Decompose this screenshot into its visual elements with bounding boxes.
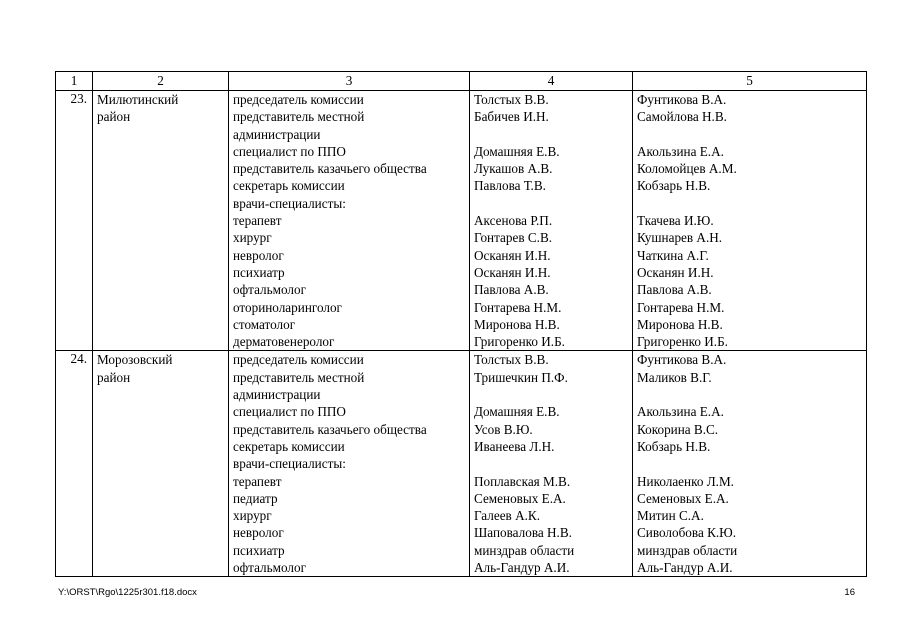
cell-line: председатель комиссии: [233, 352, 364, 368]
cell-line: офтальмолог: [233, 560, 306, 576]
cell-line: невролог: [233, 247, 284, 263]
cell-line: [474, 195, 628, 212]
header-col-5: 5: [633, 72, 867, 91]
cell-line: Коломойцев А.М.: [637, 161, 737, 177]
cell-line: Сиволобова К.Ю.: [637, 525, 737, 541]
cell-line: Лукашов А.В.: [474, 161, 553, 177]
cell-line: председатель комиссии: [233, 92, 364, 107]
cell-line: Осканян И.Н.: [637, 264, 714, 280]
members-cell: [470, 351, 633, 577]
header-col-4: 4: [470, 72, 633, 91]
roles-cell: [229, 351, 470, 577]
cell-line: секретарь комиссии: [233, 438, 345, 454]
cell-line: терапевт: [233, 213, 282, 229]
cell-line: Кобзарь Н.В.: [637, 438, 711, 454]
cell-line: терапевт: [233, 473, 282, 489]
cell-line: врачи-специалисты:: [233, 195, 346, 211]
cell-line: Митин С.А.: [637, 508, 704, 524]
cell-line: Аль-Гандур А.И.: [474, 560, 570, 576]
cell-line: Самойлова Н.В.: [637, 109, 727, 125]
cell-line: администрации: [233, 126, 321, 142]
cell-line: Аксенова Р.П.: [474, 213, 553, 229]
cell-line: стоматолог: [233, 316, 296, 332]
cell-line: Маликов В.Г.: [637, 369, 712, 385]
row-number: 23.: [56, 91, 93, 351]
header-col-3: 3: [229, 72, 470, 91]
header-col-2: 2: [93, 72, 229, 91]
cell-line: хирург: [233, 508, 272, 524]
footer-file-path: Y:\ORST\Rgo\1225r301.f18.docx: [58, 587, 197, 598]
cell-line: Тришечкин П.Ф.: [474, 369, 568, 385]
cell-line: [474, 455, 628, 472]
cell-line: [637, 455, 862, 472]
cell-line: психиатр: [233, 542, 285, 558]
cell-line: Акользина Е.А.: [637, 404, 724, 420]
cell-line: район: [97, 109, 131, 125]
cell-line: оториноларинголог: [233, 299, 342, 315]
cell-line: представитель казачьего общества: [233, 421, 427, 437]
cell-line: Аль-Гандур А.И.: [637, 560, 733, 576]
cell-line: представитель местной: [233, 369, 365, 385]
cell-line: Ткачева И.Ю.: [637, 213, 714, 229]
cell-line: Поплавская М.В.: [474, 473, 571, 489]
cell-line: Гонтарева Н.М.: [474, 299, 562, 315]
cell-line: врачи-специалисты:: [233, 456, 346, 472]
cell-line: Фунтикова В.А.: [637, 92, 727, 107]
cell-line: Осканян И.Н.: [474, 264, 551, 280]
cell-line: [637, 195, 862, 212]
cell-line: минздрав области: [474, 542, 575, 558]
cell-line: Кобзарь Н.В.: [637, 178, 711, 194]
cell-line: Гонтарева Н.М.: [637, 299, 725, 315]
cell-line: Миронова Н.В.: [637, 316, 723, 332]
cell-line: хирург: [233, 230, 272, 246]
cell-line: специалист по ППО: [233, 143, 346, 159]
cell-line: Павлова А.В.: [637, 282, 712, 298]
cell-line: Николаенко Л.М.: [637, 473, 734, 489]
cell-line: [474, 386, 628, 403]
cell-line: Семеновых Е.А.: [474, 490, 566, 506]
cell-line: Бабичев И.Н.: [474, 109, 549, 125]
cell-line: Толстых В.В.: [474, 92, 549, 107]
district-cell: [93, 351, 229, 577]
roles-cell: [229, 91, 470, 351]
cell-line: Морозовский: [97, 352, 173, 368]
table-header-row: [56, 72, 867, 91]
cell-line: Григоренко И.Б.: [474, 334, 565, 350]
cell-line: Кокорина В.С.: [637, 421, 719, 437]
cell-line: секретарь комиссии: [233, 178, 345, 194]
cell-line: [637, 126, 862, 143]
row-number: 24.: [56, 351, 93, 577]
cell-line: невролог: [233, 525, 284, 541]
cell-line: Домашняя Е.В.: [474, 404, 560, 420]
cell-line: педиатр: [233, 490, 278, 506]
cell-line: минздрав области: [637, 542, 738, 558]
footer-page-number: 16: [844, 587, 855, 598]
table-row: [56, 91, 867, 351]
cell-line: Иванеева Л.Н.: [474, 438, 555, 454]
commission-table: [55, 71, 867, 577]
district-cell: [93, 91, 229, 351]
cell-line: Домашняя Е.В.: [474, 143, 560, 159]
table-row: [56, 351, 867, 577]
cell-line: Шаповалова Н.В.: [474, 525, 572, 541]
cell-line: психиатр: [233, 264, 285, 280]
cell-line: дерматовенеролог: [233, 334, 335, 350]
cell-line: администрации: [233, 387, 321, 403]
cell-line: Осканян И.Н.: [474, 247, 551, 263]
cell-line: Павлова Т.В.: [474, 178, 546, 194]
members-cell: [470, 91, 633, 351]
cell-line: Кушнарев А.Н.: [637, 230, 723, 246]
reserve-members-cell: [633, 91, 867, 351]
cell-line: Акользина Е.А.: [637, 143, 724, 159]
cell-line: район: [97, 369, 131, 385]
cell-line: Миронова Н.В.: [474, 316, 560, 332]
cell-line: Семеновых Е.А.: [637, 490, 729, 506]
cell-line: представитель казачьего общества: [233, 161, 427, 177]
cell-line: Милютинский: [97, 92, 179, 107]
cell-line: Гонтарев С.В.: [474, 230, 553, 246]
cell-line: Григоренко И.Б.: [637, 334, 728, 350]
cell-line: [474, 126, 628, 143]
cell-line: офтальмолог: [233, 282, 306, 298]
header-col-1: 1: [56, 72, 93, 91]
cell-line: Толстых В.В.: [474, 352, 549, 368]
cell-line: представитель местной: [233, 109, 365, 125]
cell-line: Павлова А.В.: [474, 282, 549, 298]
cell-line: [637, 386, 862, 403]
reserve-members-cell: [633, 351, 867, 577]
cell-line: специалист по ППО: [233, 404, 346, 420]
cell-line: Усов В.Ю.: [474, 421, 533, 437]
cell-line: Галеев А.К.: [474, 508, 540, 524]
cell-line: Чаткина А.Г.: [637, 247, 709, 263]
cell-line: Фунтикова В.А.: [637, 352, 727, 368]
